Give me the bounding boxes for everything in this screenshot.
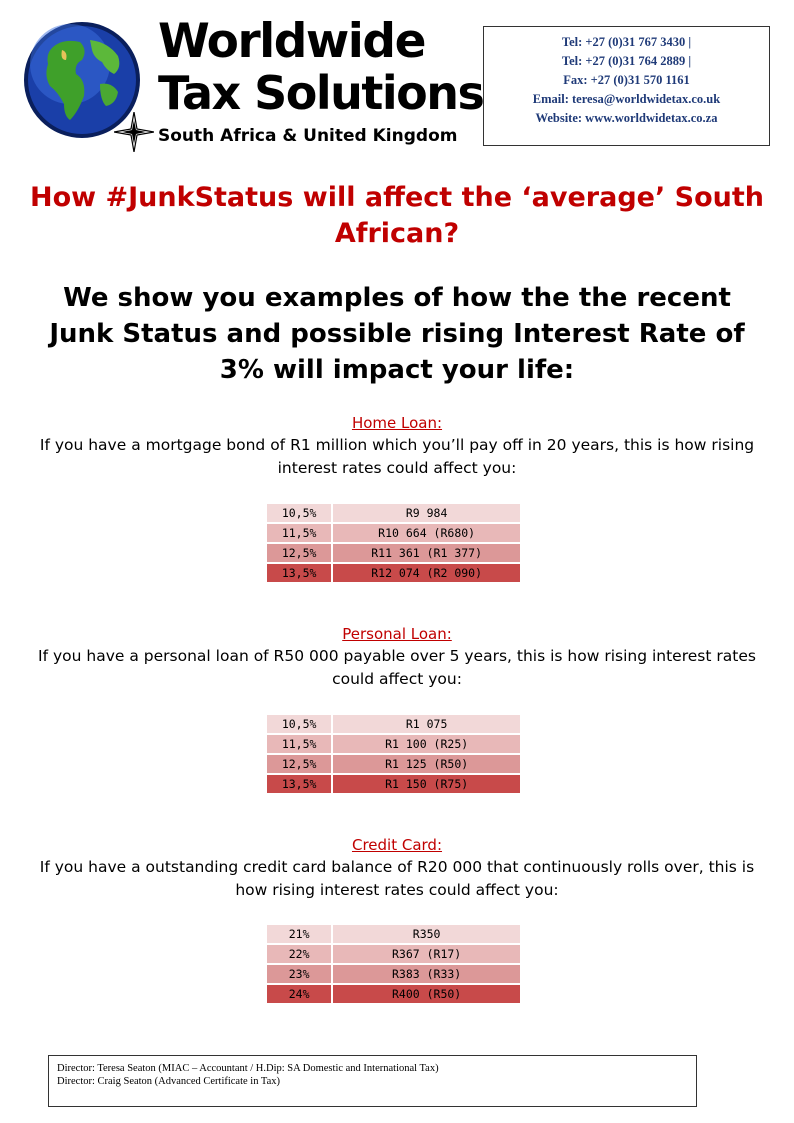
rate-cell: 11,5% — [267, 524, 331, 542]
director-line-1: Director: Teresa Seaton (MIAC – Accountant / H.Dip: SA Domestic and International Tax) — [57, 1063, 439, 1074]
section-title: Personal Loan: — [342, 625, 452, 643]
table-row — [267, 775, 520, 793]
home-loan-section — [30, 413, 764, 480]
rate-cell: 12,5% — [267, 544, 331, 562]
contact-tel-1: Tel: +27 (0)31 767 3430 | — [561, 35, 692, 49]
rate-cell: 11,5% — [267, 735, 331, 753]
amount-cell: R11 361 (R1 377) — [331, 544, 520, 562]
contact-email[interactable]: Email: teresa@worldwidetax.co.uk — [532, 92, 721, 106]
table-row — [267, 524, 520, 542]
amount-cell: R400 (R50) — [331, 985, 520, 1003]
home-loan-table — [267, 502, 520, 584]
amount-cell: R12 074 (R2 090) — [331, 564, 520, 582]
section-title: Home Loan: — [351, 414, 443, 432]
company-logo — [18, 14, 484, 154]
contact-website[interactable]: Website: www.worldwidetax.co.za — [535, 111, 718, 125]
compass-star-icon — [114, 112, 154, 152]
table-row — [267, 564, 520, 582]
table-row — [267, 965, 520, 983]
amount-cell: R9 984 — [331, 504, 520, 522]
contact-tel-2: Tel: +27 (0)31 764 2889 | — [561, 54, 692, 68]
table-row — [267, 735, 520, 753]
amount-cell: R367 (R17) — [331, 945, 520, 963]
table-row — [267, 504, 520, 522]
rate-cell: 13,5% — [267, 564, 331, 582]
section-title: Credit Card: — [351, 836, 443, 854]
company-tagline: South Africa & United Kingdom — [158, 126, 458, 146]
company-name-line2: Tax Solutions — [158, 66, 484, 120]
section-description: If you have a outstanding credit card balance of R20 000 that continuously rolls over, this is how rising interest rates could affect you: — [39, 858, 755, 899]
rate-cell: 10,5% — [267, 715, 331, 733]
credit-card-section — [30, 835, 764, 902]
amount-cell: R1 100 (R25) — [331, 735, 520, 753]
amount-cell: R1 150 (R75) — [331, 775, 520, 793]
table-row — [267, 544, 520, 562]
amount-cell: R10 664 (R680) — [331, 524, 520, 542]
rate-cell: 12,5% — [267, 755, 331, 773]
company-name-line1: Worldwide — [158, 14, 425, 69]
rate-cell: 10,5% — [267, 504, 331, 522]
rate-cell: 24% — [267, 985, 331, 1003]
rate-cell: 22% — [267, 945, 331, 963]
directors-footer — [48, 1055, 697, 1107]
table-row — [267, 925, 520, 943]
table-row — [267, 945, 520, 963]
amount-cell: R1 125 (R50) — [331, 755, 520, 773]
table-row — [267, 715, 520, 733]
credit-card-table — [267, 923, 520, 1005]
amount-cell: R350 — [331, 925, 520, 943]
rate-cell: 21% — [267, 925, 331, 943]
rate-cell: 23% — [267, 965, 331, 983]
amount-cell: R1 075 — [331, 715, 520, 733]
contact-box — [483, 26, 770, 146]
director-line-2: Director: Craig Seaton (Advanced Certificate in Tax) — [57, 1076, 280, 1087]
section-description: If you have a personal loan of R50 000 payable over 5 years, this is how rising interest rates could affect you: — [38, 647, 756, 688]
table-row — [267, 755, 520, 773]
page-headline: How #JunkStatus will affect the ‘average’ South African? — [30, 182, 764, 249]
page-subheadline: We show you examples of how the the recent Junk Status and possible rising Interest Rate of 3% will impact your life: — [49, 283, 745, 385]
personal-loan-section — [30, 624, 764, 691]
section-description: If you have a mortgage bond of R1 million which you’ll pay off in 20 years, this is how rising interest rates could affect you: — [39, 436, 755, 477]
table-row — [267, 985, 520, 1003]
contact-fax: Fax: +27 (0)31 570 1161 — [563, 73, 690, 87]
rate-cell: 13,5% — [267, 775, 331, 793]
personal-loan-table — [267, 713, 520, 795]
amount-cell: R383 (R33) — [331, 965, 520, 983]
